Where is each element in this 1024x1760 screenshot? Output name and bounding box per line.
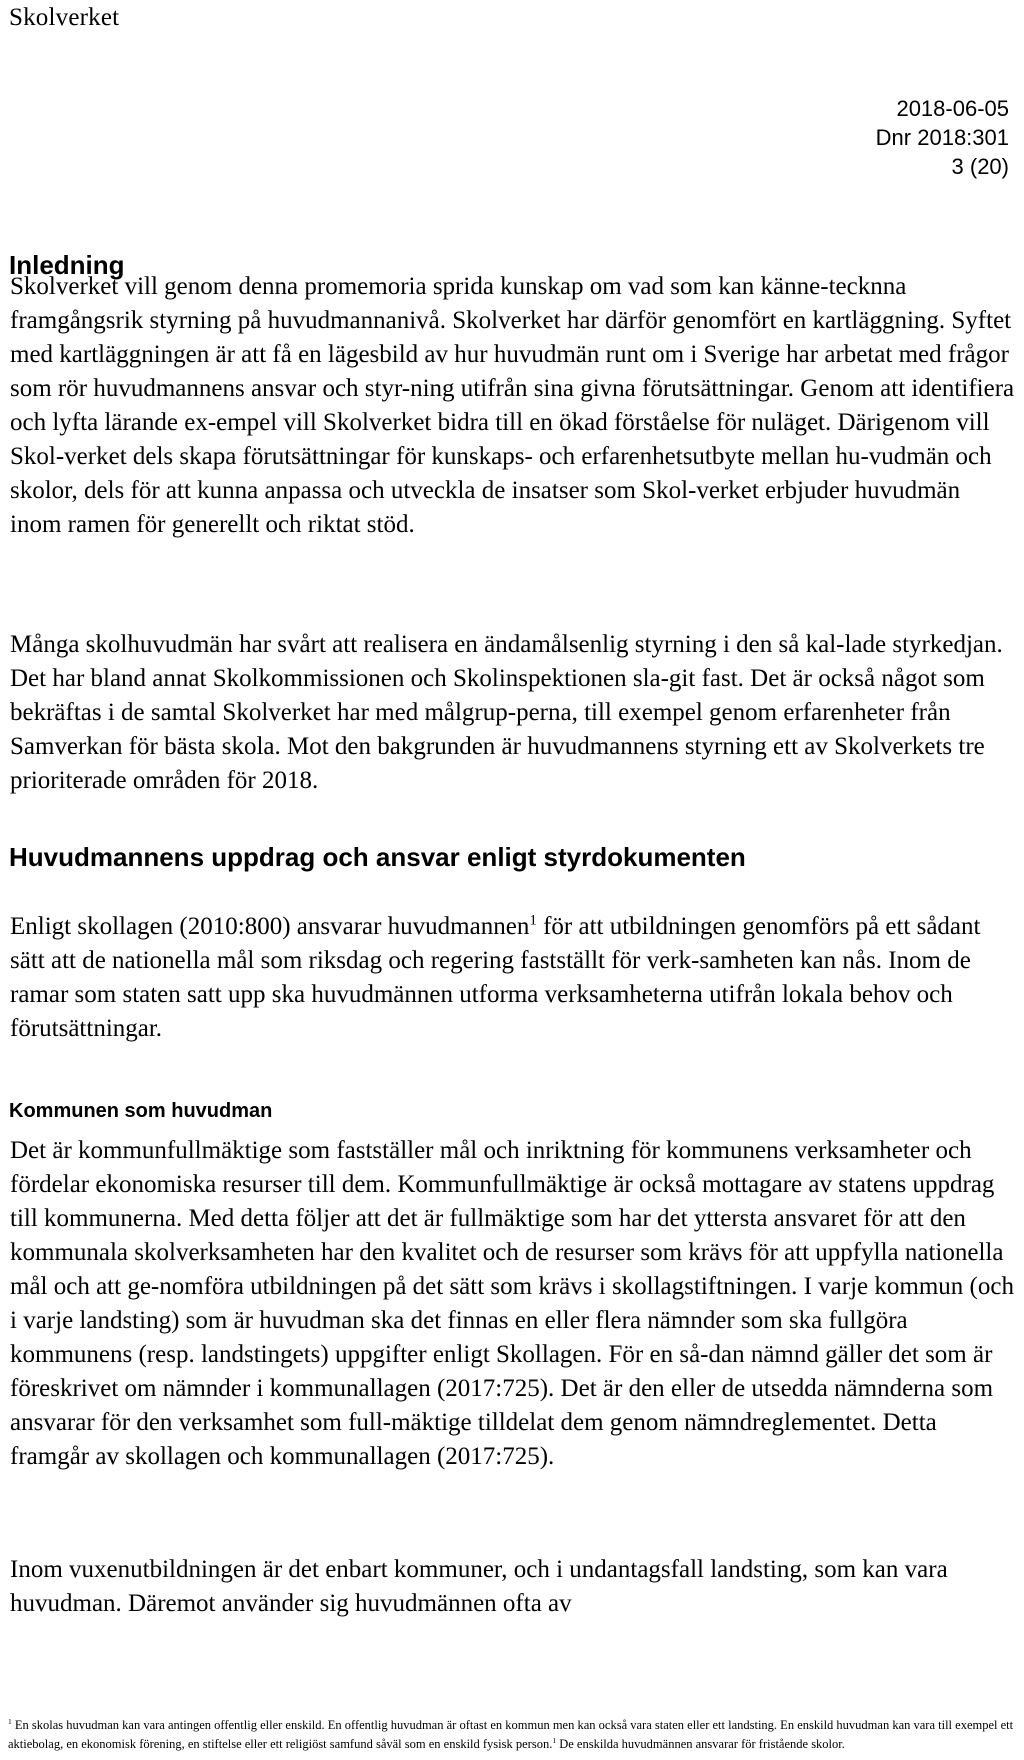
mandate-text-before: Enligt skollagen (2010:800) ansvarar huvudmannen xyxy=(10,913,530,940)
page-number: 3 (20) xyxy=(951,154,1009,179)
municipality-paragraph-1: Det är kommunfullmäktige som fastställer mål och inriktning för kommunens verksamheter och fördelar ekonomiska resurser till dem. Kommunfullmäktige är också mottagare av statens uppdrag till kommunerna. Med detta följer att det är fullmäktige som har det yttersta ansvaret för att den kommunala skolverksamheten har den kvalitet och de resurser som krävs för att uppfylla nationella mål och att ge-nomföra utbildningen på det sätt som krävs i skollagstiftningen. I varje kommun (och i varje landsting) som är huvudman ska det finnas en eller flera nämnder som ska fullgöra kommunens (resp. landstingets) uppgifter enligt Skollagen. För en så-dan nämnd gäller det som är föreskrivet om nämnder i kommunallagen (2017:725). Det är den eller de utsedda nämnderna som ansvarar för den verksamhet som full-mäktige tilldelat dem genom nämndreglementet. Detta framgår av skollagen och kommunallagen (2017:725). xyxy=(10,1137,1014,1470)
footnote-text-1: En skolas huvudman kan vara antingen offentlig eller enskild. En offentlig huvudman är oftast en kommun men kan också vara staten eller ett landsting. En enskild huvudman kan vara till exempel ett aktiebolag, en ekonomisk förening, en stiftelse eller ett religiöst samfund såväl som en enskild fysisk person. xyxy=(8,1718,1014,1751)
section-heading-mandate: Huvudmannens uppdrag och ansvar enligt styrdokumenten xyxy=(9,842,746,872)
footnote-reference: 1 xyxy=(529,912,537,929)
mandate-text-after: för att utbildningen genomförs på ett sådant sätt att de nationella mål som riksdag och regering fastställt för verk-samheten kan nås. Inom de ramar som staten satt upp ska huvudmännen utforma verksamheterna utifrån lokala behov och förutsättningar. xyxy=(10,913,981,1042)
section-heading-municipality: Kommunen som huvudman xyxy=(9,1100,273,1122)
organization-name: Skolverket xyxy=(9,4,120,31)
intro-paragraph-1: Skolverket vill genom denna promemoria sprida kunskap om vad som kan känne-tecknna framgångsrik styrning på huvudmannanivå. Skolverket har därför genomfört en kartläggning. Syftet med kartläggningen är att få en lägesbild av hur huvudmän runt om i Sverige har arbetat med frågor som rör huvudmannens ansvar och styr-ning utifrån sina givna förutsättningar. Genom att identifiera och lyfta lärande ex-empel vill Skolverket bidra till en ökad förståelse för nuläget. Därigenom vill Skol-verket dels skapa förutsättningar för kunskaps- och erfarenhetsutbyte mellan hu-vudmän och skolor, dels för att kunna anpassa och utveckla de insatser som Skol-verket erbjuder huvudmän inom ramen för generellt och riktat stöd. xyxy=(10,273,1015,538)
footnote-marker: 1 xyxy=(8,1716,12,1726)
mandate-paragraph xyxy=(10,910,1016,1046)
document-reference: Dnr 2018:301 xyxy=(875,125,1009,150)
document-date: 2018-06-05 xyxy=(896,96,1009,121)
footnote-text-2: De enskilda huvudmännen ansvarar för fristående skolor. xyxy=(556,1737,845,1751)
municipality-paragraph-2: Inom vuxenutbildningen är det enbart kommuner, och i undantagsfall landsting, som kan vara huvudman. Däremot använder sig huvudmännen ofta av xyxy=(10,1556,948,1617)
footnote xyxy=(8,1716,1018,1754)
section-heading-intro: Inledning xyxy=(9,250,125,280)
footnote-inline-marker: 1 xyxy=(552,1735,557,1745)
document-meta xyxy=(876,94,1009,181)
intro-paragraph-2: Många skolhuvudmän har svårt att realisera en ändamålsenlig styrning i den så kal-lade styrkedjan. Det har bland annat Skolkommissionen och Skolinspektionen sla-git fast. Det är också något som bekräftas i de samtal Skolverket har med målgrup-perna, till exempel genom erfarenheter från Samverkan för bästa skola. Mot den bakgrunden är huvudmannens styrning ett av Skolverkets tre prioriterade områden för 2018. xyxy=(10,631,1003,794)
